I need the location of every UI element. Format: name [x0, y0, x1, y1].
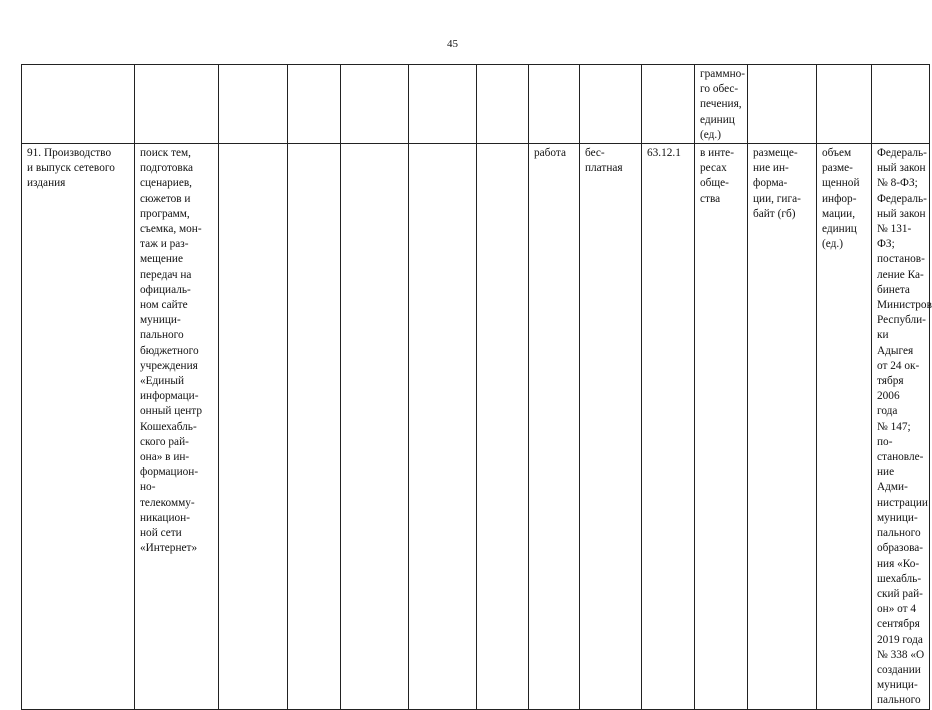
- cell-empty: [477, 65, 529, 144]
- cell-empty: [409, 144, 477, 710]
- cell-consumers: в инте- ресах обще- ства: [695, 144, 748, 710]
- cell-empty: [219, 144, 288, 710]
- cell-okved-code: [642, 65, 695, 144]
- cell-legal-basis: Федераль- ный закон № 8-ФЗ; Федераль- ный закон № 131-ФЗ; постанов- ление Ка- бинета Министров Республи- ки Адыгея от 24 ок- тября 2006 года № 147; по- становле- ние Адми- нистрации муници- пального образова- ния «Ко- шехабль- ский рай- он» от 4 сентября 2019 года № 338 «О создании муници- пального: [872, 144, 930, 710]
- cell-volume-indicator: [817, 65, 872, 144]
- cell-payment: бес- платная: [580, 144, 642, 710]
- cell-quality-indicator: [748, 65, 817, 144]
- cell-empty: [219, 65, 288, 144]
- services-table: [21, 64, 930, 710]
- cell-payment: [580, 65, 642, 144]
- cell-legal-basis: [872, 65, 930, 144]
- cell-empty: [409, 65, 477, 144]
- cell-service-content: поиск тем, подготовка сценариев, сюжетов и программ, съемка, мон- таж и раз- мещение передач на официаль- ном сайте муници- пального бюджетного учреждения «Единый информаци- онный центр Кошехабль- ского рай- она» в ин- формацион- но- телекомму- никацион- ной сети «Интернет»: [135, 144, 219, 710]
- page-number: 45: [447, 38, 458, 50]
- cell-service-name: 91. Производство и выпуск сетевого издания: [22, 144, 135, 710]
- cell-empty: [341, 144, 409, 710]
- cell-type: [529, 65, 580, 144]
- cell-quality-indicator: размеще- ние ин- форма- ции, гига- байт (гб): [748, 144, 817, 710]
- continuation-row: [22, 65, 930, 144]
- cell-empty: [288, 144, 341, 710]
- cell-service-name: [22, 65, 135, 144]
- cell-okved-code: 63.12.1: [642, 144, 695, 710]
- service-row-91: [22, 144, 930, 710]
- cell-service-content: [135, 65, 219, 144]
- cell-empty: [341, 65, 409, 144]
- cell-consumers: граммно- го обес- печения, единиц (ед.): [695, 65, 748, 144]
- cell-empty: [477, 144, 529, 710]
- cell-type: работа: [529, 144, 580, 710]
- cell-empty: [288, 65, 341, 144]
- cell-volume-indicator: объем разме- щенной инфор- мации, единиц (ед.): [817, 144, 872, 710]
